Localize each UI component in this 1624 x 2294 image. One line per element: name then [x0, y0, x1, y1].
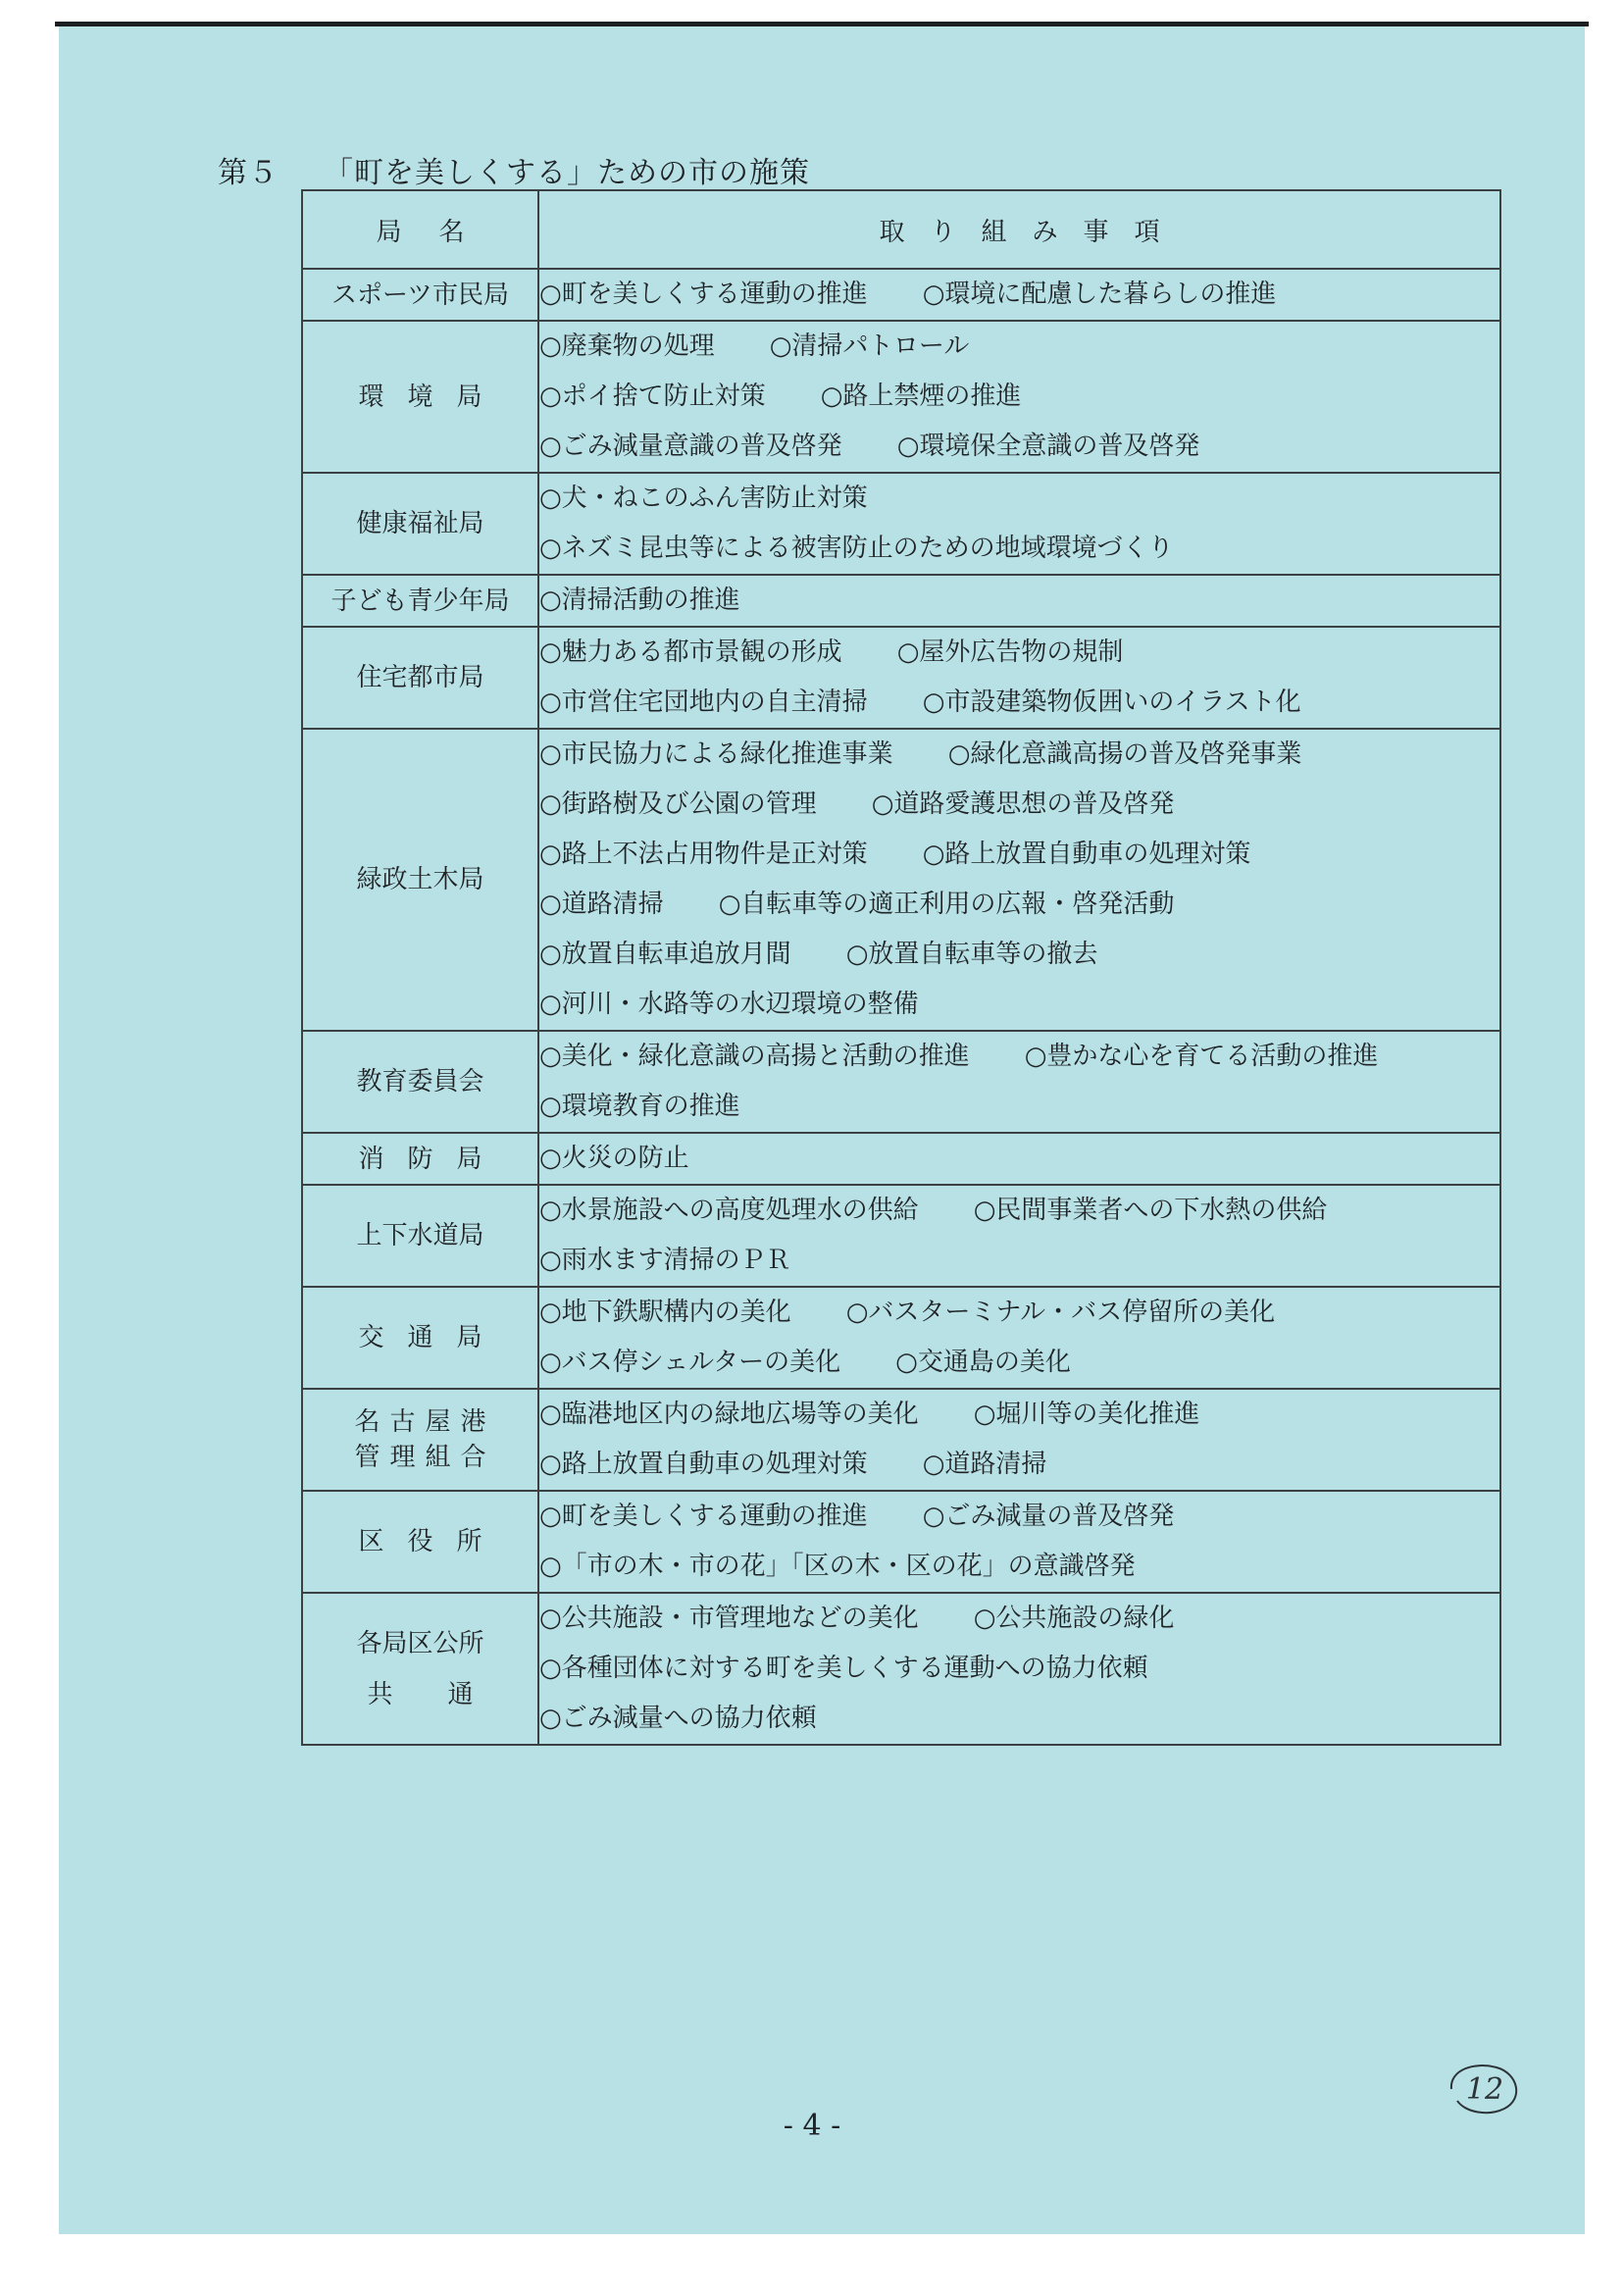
items-cell — [538, 1287, 1500, 1389]
table-row — [302, 1031, 1500, 1133]
table-row — [302, 1287, 1500, 1389]
item-line — [539, 730, 1499, 780]
item-line — [539, 780, 1499, 830]
dept-cell — [302, 1185, 538, 1287]
measure-item: ○路上放置自動車の処理対策 — [539, 1450, 868, 1479]
item-line — [539, 372, 1499, 422]
measure-item: ○豊かな心を育てる活動の推進 — [1024, 1042, 1379, 1071]
item-line — [539, 1542, 1499, 1592]
measure-item: ○路上放置自動車の処理対策 — [922, 840, 1251, 869]
dept-cell — [302, 729, 538, 1031]
dept-cell — [302, 627, 538, 729]
measure-item: ○屋外広告物の規制 — [896, 637, 1124, 667]
items-cell — [538, 321, 1500, 473]
items-cell — [538, 575, 1500, 627]
dept-name: 子ども青少年局 — [330, 586, 510, 616]
section-title: 「町を美しくする」ための市の施策 — [324, 156, 810, 190]
measure-item: ○町を美しくする運動の推進 — [539, 1502, 868, 1531]
table-row — [302, 1133, 1500, 1185]
measure-item: ○清掃パトロール — [769, 331, 970, 361]
table-row — [302, 473, 1500, 575]
item-line — [539, 678, 1499, 728]
measure-item: ○公共施設・市管理地などの美化 — [539, 1604, 919, 1633]
item-line — [539, 1594, 1499, 1644]
dept-name: 教育委員会 — [356, 1067, 484, 1096]
item-line — [539, 880, 1499, 930]
measure-item: ○環境教育の推進 — [539, 1092, 740, 1121]
item-line — [539, 1186, 1499, 1236]
measure-item: ○河川・水路等の水辺環境の整備 — [539, 990, 919, 1019]
table-row — [302, 1389, 1500, 1491]
items-cell — [538, 473, 1500, 575]
item-line — [539, 322, 1499, 372]
items-cell — [538, 1031, 1500, 1133]
table-row — [302, 269, 1500, 321]
items-cell — [538, 627, 1500, 729]
items-cell — [538, 1133, 1500, 1185]
item-line — [539, 980, 1499, 1030]
measure-item: ○ごみ減量への協力依頼 — [539, 1704, 817, 1733]
measure-item: ○自転車等の適正利用の広報・啓発活動 — [718, 890, 1175, 919]
measure-item: ○路上禁煙の推進 — [820, 382, 1022, 411]
items-cell — [538, 269, 1500, 321]
items-cell — [538, 1389, 1500, 1491]
item-line — [539, 1032, 1499, 1082]
measure-item: ○市設建築物仮囲いのイラスト化 — [922, 688, 1301, 717]
measure-item: ○民間事業者への下水熱の供給 — [973, 1196, 1328, 1225]
measure-item: ○堀川等の美化推進 — [973, 1400, 1200, 1429]
measure-item: ○美化・緑化意識の高揚と活動の推進 — [539, 1042, 970, 1071]
measure-item: ○街路樹及び公園の管理 — [539, 790, 817, 819]
item-line — [539, 1390, 1499, 1440]
dept-name: 各局区公所 — [356, 1628, 484, 1658]
handwritten-page-mark — [1446, 2058, 1526, 2116]
measure-item: ○市営住宅団地内の自主清掃 — [539, 688, 868, 717]
dept-name: 住宅都市局 — [356, 663, 484, 692]
items-cell — [538, 729, 1500, 1031]
item-line — [539, 1492, 1499, 1542]
dept-name: 管理組合 — [354, 1443, 496, 1472]
measure-item: ○緑化意識高揚の普及啓発事業 — [947, 739, 1302, 769]
measure-item: ○魅力ある都市景観の形成 — [539, 637, 842, 667]
item-line — [539, 1338, 1499, 1388]
measure-item: ○環境保全意識の普及啓発 — [896, 432, 1200, 461]
column-header-dept: 局名 — [302, 190, 538, 269]
item-line — [539, 1134, 1499, 1184]
top-rule — [55, 22, 1589, 26]
table-row — [302, 321, 1500, 473]
item-line — [539, 270, 1499, 320]
measure-item: ○ポイ捨て防止対策 — [539, 382, 766, 411]
column-header-items: 取り組み事項 — [538, 190, 1500, 269]
item-line — [539, 1082, 1499, 1132]
table-row — [302, 729, 1500, 1031]
items-cell — [538, 1185, 1500, 1287]
items-cell — [538, 1593, 1500, 1745]
table-row — [302, 627, 1500, 729]
measure-item: ○バスターミナル・バス停留所の美化 — [845, 1298, 1276, 1327]
measure-item: ○犬・ねこのふん害防止対策 — [539, 484, 868, 513]
dept-name: 交通局 — [358, 1323, 506, 1352]
page-number: - 4 - — [783, 2109, 841, 2143]
measure-item: ○公共施設の緑化 — [973, 1604, 1175, 1633]
measure-item: ○市民協力による緑化推進事業 — [539, 739, 893, 769]
measure-item: ○「市の木・市の花」「区の木・区の花」の意識啓発 — [539, 1552, 1136, 1581]
item-line — [539, 576, 1499, 626]
item-line — [539, 1440, 1499, 1490]
handwritten-mark-text: 12 — [1465, 2072, 1504, 2107]
dept-name: 上下水道局 — [356, 1221, 484, 1250]
measure-item: ○火災の防止 — [539, 1144, 689, 1173]
measure-item: ○ごみ減量意識の普及啓発 — [539, 432, 842, 461]
dept-name: 環境局 — [358, 382, 506, 412]
section-number: 第５ — [218, 156, 279, 190]
dept-cell — [302, 1389, 538, 1491]
measure-item: ○放置自転車追放月間 — [539, 940, 791, 969]
item-line — [539, 1288, 1499, 1338]
measure-item: ○各種団体に対する町を美しくする運動への協力依頼 — [539, 1654, 1148, 1683]
table-row — [302, 1593, 1500, 1745]
items-cell — [538, 1491, 1500, 1593]
measure-item: ○水景施設への高度処理水の供給 — [539, 1196, 919, 1225]
measure-item: ○放置自転車等の撤去 — [845, 940, 1098, 969]
item-line — [539, 1644, 1499, 1694]
dept-name: 共通 — [367, 1679, 529, 1709]
dept-cell — [302, 1287, 538, 1389]
dept-cell — [302, 1491, 538, 1593]
dept-name: 健康福祉局 — [356, 509, 484, 538]
item-line — [539, 930, 1499, 980]
measure-item: ○地下鉄駅構内の美化 — [539, 1298, 791, 1327]
table-header-row — [302, 190, 1500, 269]
measure-item: ○廃棄物の処理 — [539, 331, 715, 361]
measure-item: ○環境に配慮した暮らしの推進 — [922, 280, 1277, 309]
measure-item: ○雨水ます清掃のＰＲ — [539, 1246, 791, 1275]
table-row — [302, 1185, 1500, 1287]
measures-table — [301, 189, 1501, 1746]
measure-item: ○ネズミ昆虫等による被害防止のための地域環境づくり — [539, 534, 1174, 563]
measure-item: ○交通島の美化 — [895, 1348, 1071, 1377]
item-line — [539, 422, 1499, 472]
measure-item: ○バス停シェルターの美化 — [539, 1348, 841, 1377]
dept-cell — [302, 1133, 538, 1185]
item-line — [539, 1694, 1499, 1744]
dept-name: スポーツ市民局 — [331, 280, 509, 310]
dept-name: 消防局 — [358, 1144, 506, 1174]
dept-cell — [302, 575, 538, 627]
table-row — [302, 1491, 1500, 1593]
dept-name: 名古屋港 — [354, 1407, 496, 1437]
item-line — [539, 628, 1499, 678]
dept-cell — [302, 473, 538, 575]
item-line — [539, 524, 1499, 574]
item-line — [539, 830, 1499, 880]
table-row — [302, 575, 1500, 627]
item-line — [539, 474, 1499, 524]
measure-item: ○清掃活動の推進 — [539, 586, 740, 615]
measure-item: ○町を美しくする運動の推進 — [539, 280, 868, 309]
dept-cell — [302, 321, 538, 473]
measure-item: ○道路清掃 — [539, 890, 664, 919]
measure-item: ○道路清掃 — [922, 1450, 1047, 1479]
dept-cell — [302, 1031, 538, 1133]
section-heading — [218, 148, 810, 191]
dept-name: 緑政土木局 — [356, 865, 484, 894]
measure-item: ○ごみ減量の普及啓発 — [922, 1502, 1175, 1531]
dept-cell — [302, 269, 538, 321]
measure-item: ○道路愛護思想の普及啓発 — [871, 790, 1175, 819]
dept-name: 区役所 — [358, 1527, 506, 1556]
measure-item: ○路上不法占用物件是正対策 — [539, 840, 868, 869]
dept-cell — [302, 1593, 538, 1745]
item-line — [539, 1236, 1499, 1286]
measure-item: ○臨港地区内の緑地広場等の美化 — [539, 1400, 919, 1429]
